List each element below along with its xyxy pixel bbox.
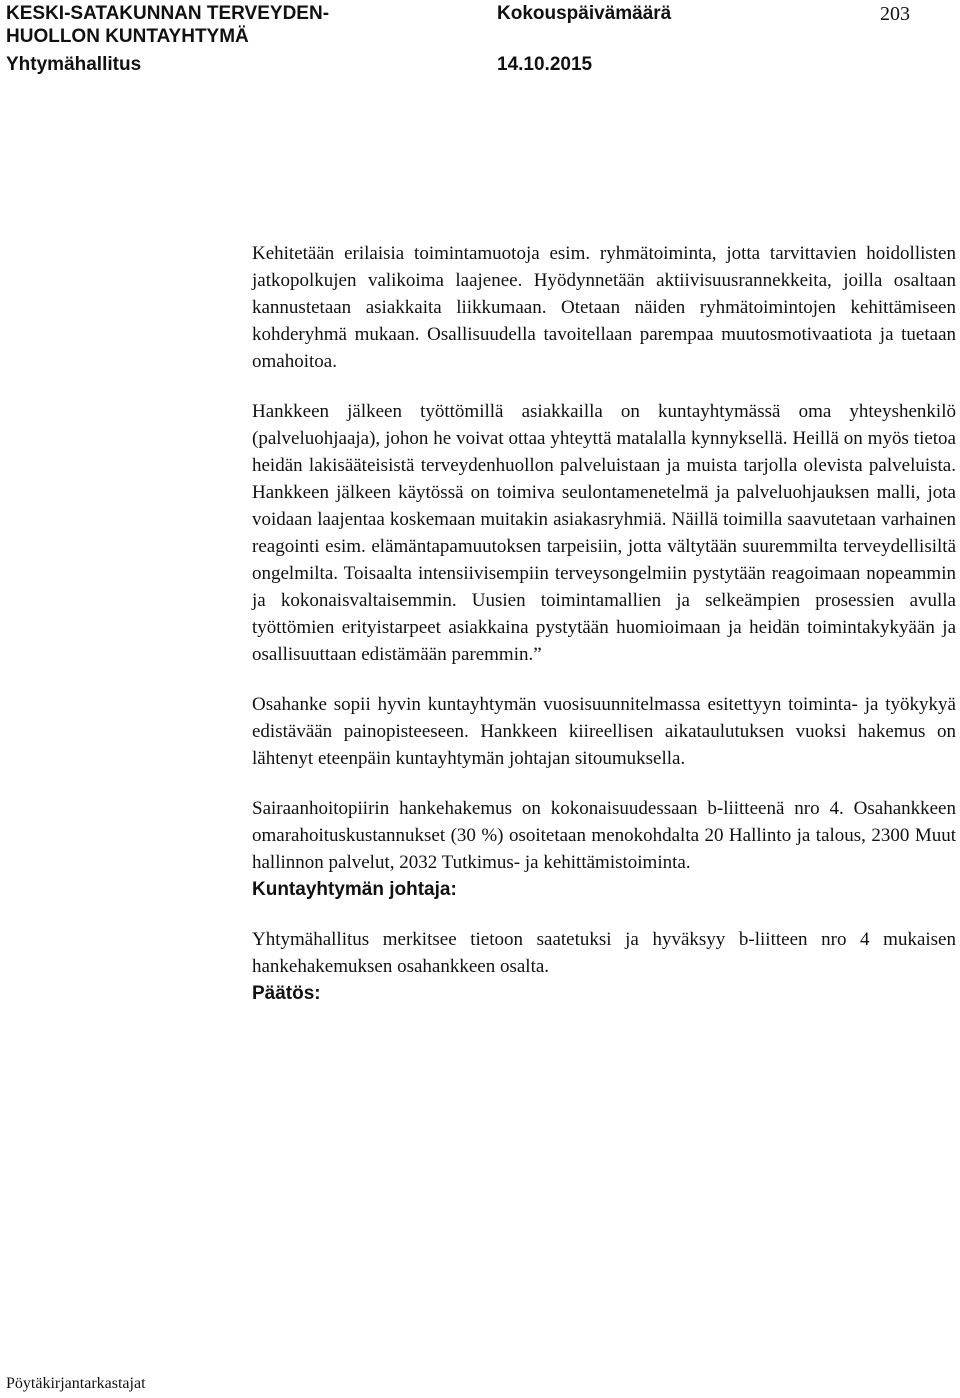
governing-body-name: Yhtymähallitus [6,54,142,75]
organization-name-line-1: KESKI-SATAKUNNAN TERVEYDEN- [6,3,330,24]
organization-name-line-2: HUOLLON KUNTAYHTYMÄ [6,26,249,47]
meeting-date-value: 14.10.2015 [497,54,593,75]
paragraph-group-activities: Kehitetään erilaisia toimintamuotoja esim. ryhmätoiminta, jotta tarvittavien hoidollisten jatkopolkujen valikoima laajenee. Hyödynnetään aktiivisuusrannekkeita, joilla osaltaan kannustetaan asiakkaita liikkumaan. Otetaan näiden ryhmätoimintojen kehittämiseen kohderyhmä mukaan. Osallisuudella tavoitellaan parempaa muutosmotivaatiota ja tuetaan omahoitoa. [252,243,956,372]
director-proposal: Yhtymähallitus merkitsee tietoon saatetuksi ja hyväksyy b-liitteen nro 4 mukaisen hankehakemuksen osahankkeen osalta. [252,929,956,977]
director-heading: Kuntayhtymän johtaja: [252,879,457,900]
paragraph-funding: Sairaanhoitopiirin hankehakemus on kokonaisuudessaan b-liitteenä nro 4. Osahankkeen omarahoituskustannukset (30 %) osoitetaan menokohdalta 20 Hallinto ja talous, 2300 Muut hallinnon palvelut, 2032 Tutkimus- ja kehittämistoiminta. [252,798,956,873]
paragraph-project-outcomes: Hankkeen jälkeen työttömillä asiakkailla on kuntayhtymässä oma yhteyshenkilö (palveluohjaaja), johon he voivat ottaa yhteyttä matalalla kynnyksellä. Heillä on myös tietoa heidän lakisääteisistä terveydenhuollon palveluistaan ja muista tarjolla olevista palveluista. Hankkeen jälkeen käytössä on toimiva seulontamenetelmä ja palveluohjauksen malli, jota voidaan laajentaa koskemaan muitakin asiakasryhmiä. Näillä toimilla saavutetaan varhainen reagointi esim. elämäntapamuutoksen tarpeisiin, jotta vältytään suuremmilta terveydellisiltä ongelmilta. Toisaalta intensiivisempiin terveysongelmiin pystytään reagoimaan nopeammin ja kokonaisvaltaisemmin. Uusien toimintamallien ja selkeämpien prosessien avulla työttömien erityistarpeet asiakkaina pystytään huomioimaan ja heidän toimintakykyään ja osallisuuttaan edistämään paremmin.” [252,401,956,665]
paragraph-subproject-fit: Osahanke sopii hyvin kuntayhtymän vuosisuunnitelmassa esitettyyn toiminta- ja työkykyä edistävään painopisteeseen. Hankkeen kiireellisen aikataulutuksen vuoksi hakemus on lähtenyt eteenpäin kuntayhtymän johtajan sitoumuksella. [252,694,956,769]
document-body [252,240,956,1007]
minutes-reviewers-label: Pöytäkirjantarkastajat [6,1375,146,1392]
decision-heading: Päätös: [252,983,321,1004]
page-number: 203 [880,3,910,25]
meeting-date-label: Kokouspäivämäärä [497,3,672,24]
